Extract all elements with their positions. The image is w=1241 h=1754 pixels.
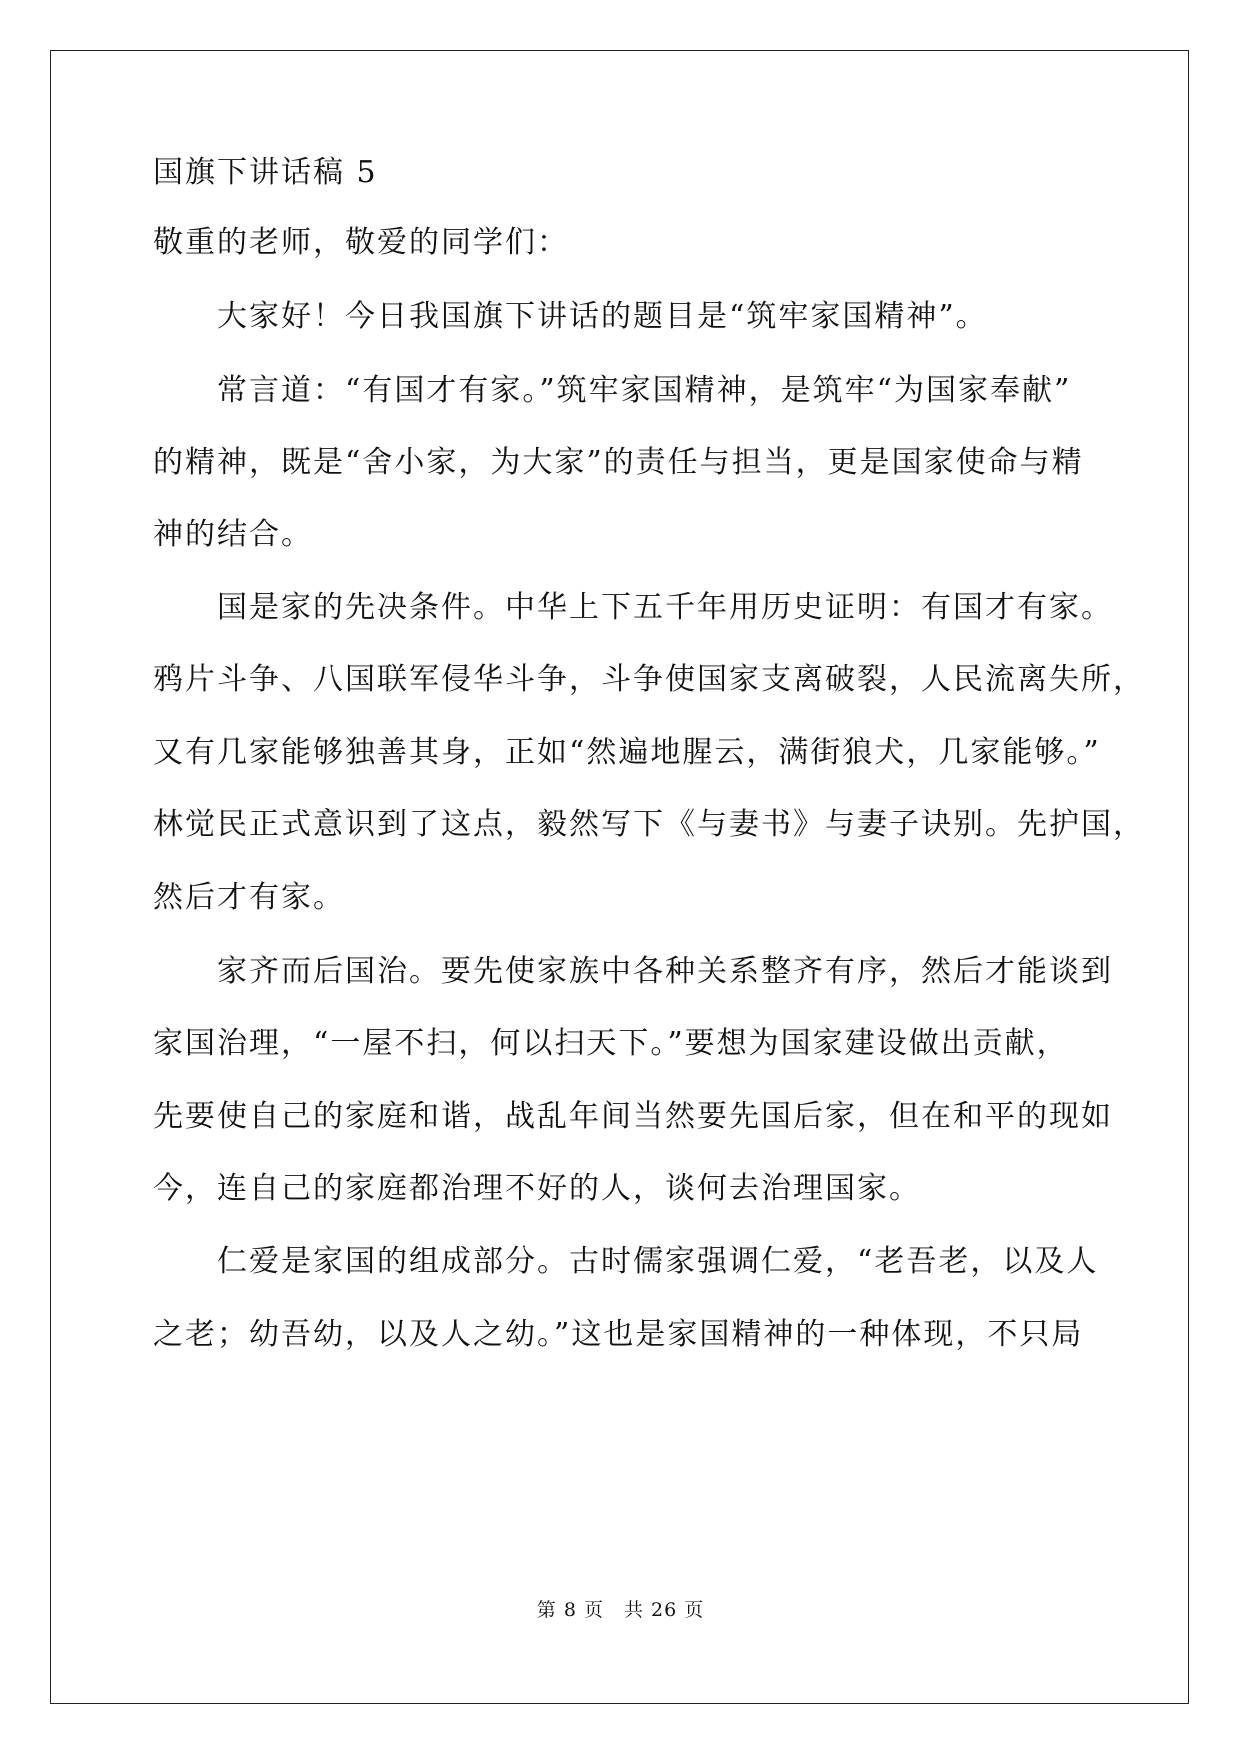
salutation: 敬重的老师，敬爱的同学们： bbox=[153, 225, 569, 260]
paragraph-line: 的精神，既是“舍小家，为大家”的责任与担当，更是国家使命与精 bbox=[153, 445, 1084, 480]
paragraph-line: 大家好！今日我国旗下讲话的题目是“筑牢家国精神”。 bbox=[217, 299, 988, 334]
paragraph-line: 然后才有家。 bbox=[153, 880, 345, 915]
page-number: 第 8 页 共 26 页 bbox=[536, 1599, 705, 1621]
paragraph-line: 林觉民正式意识到了这点，毅然写下《与妻书》与妻子诀别。先护国， bbox=[153, 807, 1145, 842]
paragraph-line: 家齐而后国治。要先使家族中各种关系整齐有序，然后才能谈到 bbox=[217, 954, 1113, 989]
paragraph-line: 家国治理，“一屋不扫，何以扫天下。”要想为国家建设做出贡献， bbox=[153, 1026, 1069, 1061]
paragraph-line: 今，连自己的家庭都治理不好的人，谈何去治理国家。 bbox=[153, 1171, 921, 1206]
paragraph-line: 神的结合。 bbox=[153, 517, 313, 552]
paragraph-line: 鸦片斗争、八国联军侵华斗争，斗争使国家支离破裂，人民流离失所， bbox=[153, 662, 1145, 697]
paragraph-line: 常言道：“有国才有家。”筑牢家国精神，是筑牢“为国家奉献” bbox=[217, 373, 1072, 408]
paragraph-line: 之老；幼吾幼，以及人之幼。”这也是家国精神的一种体现，不只局 bbox=[153, 1317, 1084, 1352]
paragraph-line: 又有几家能够独善其身，正如“然遍地腥云，满街狼犬，几家能够。” bbox=[153, 735, 1101, 770]
document-title: 国旗下讲话稿 5 bbox=[153, 155, 378, 190]
paragraph-line: 先要使自己的家庭和谐，战乱年间当然要先国后家，但在和平的现如 bbox=[153, 1099, 1113, 1134]
paragraph-line: 仁爱是家国的组成部分。古时儒家强调仁爱，“老吾老，以及人 bbox=[217, 1244, 1099, 1279]
paragraph-line: 国是家的先决条件。中华上下五千年用历史证明：有国才有家。 bbox=[217, 590, 1113, 625]
